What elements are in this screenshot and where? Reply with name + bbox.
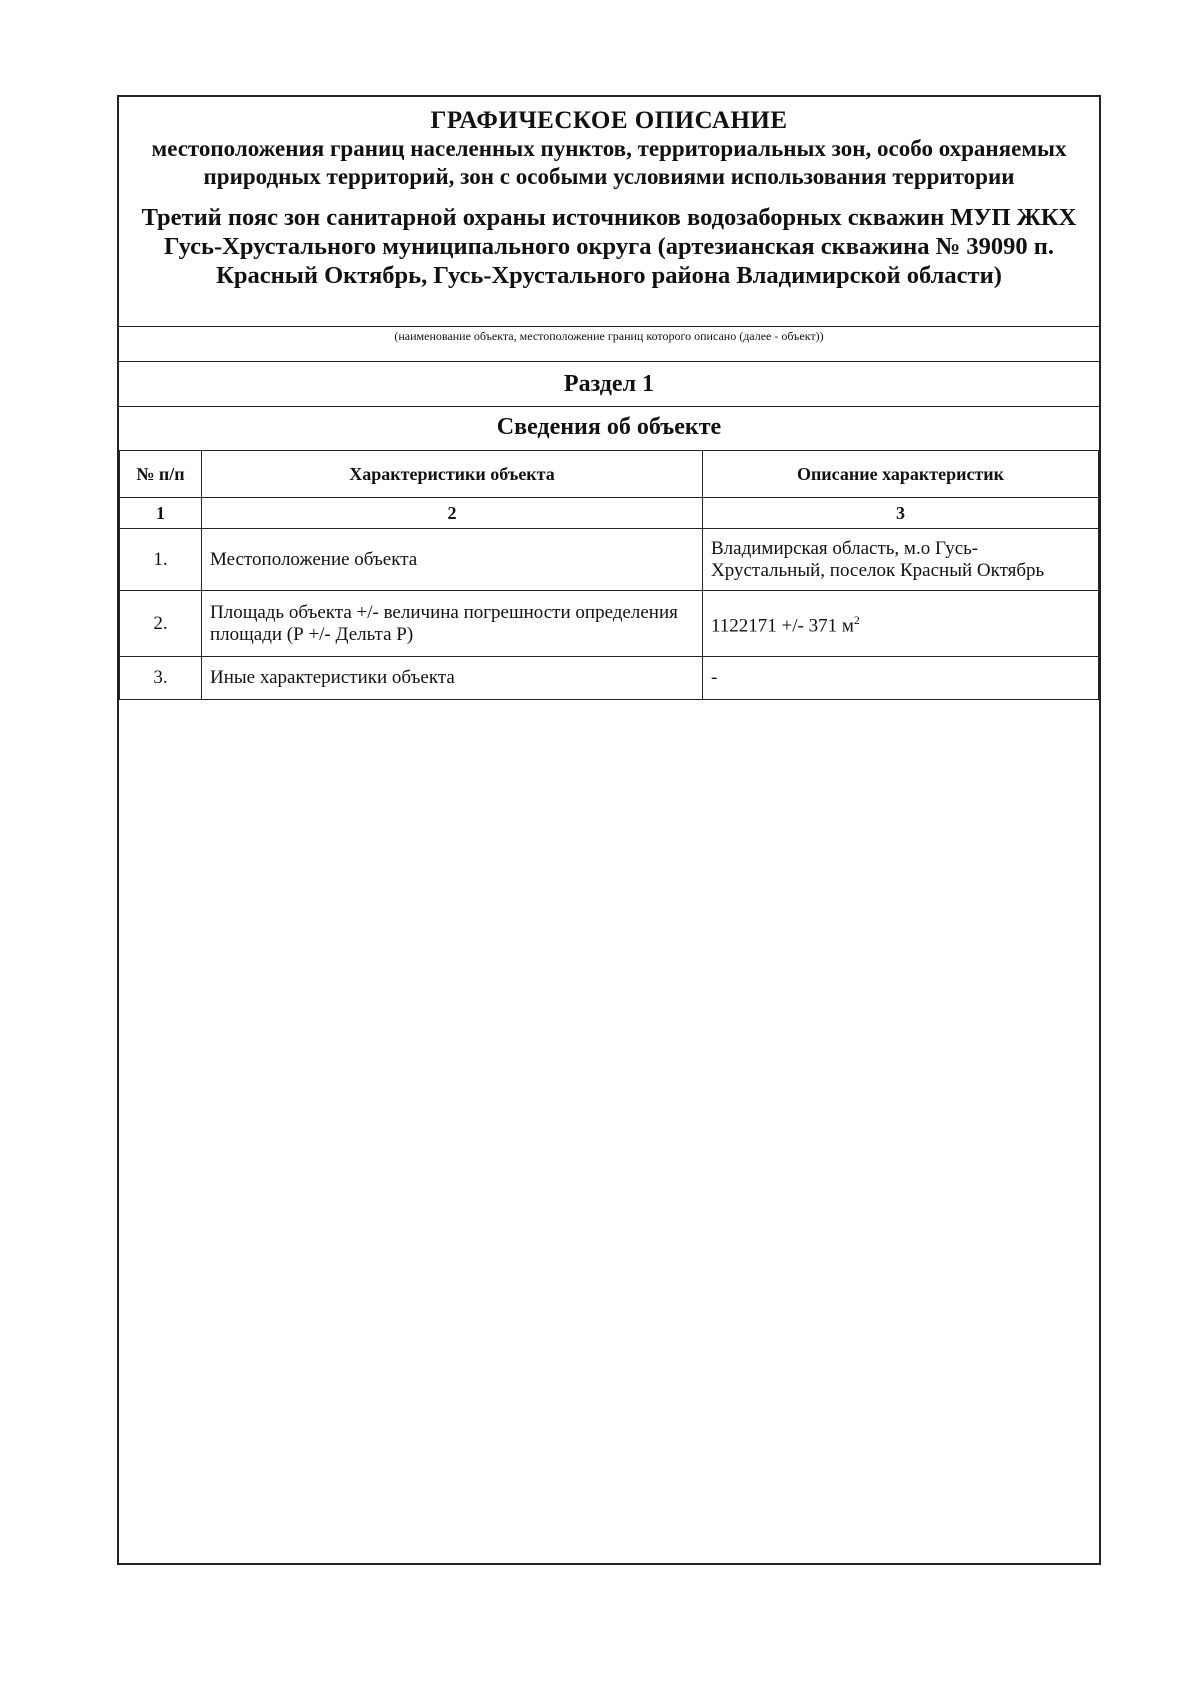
- section-heading: Сведения об объекте: [496, 414, 722, 440]
- document-subtitle: местоположения границ населенных пунктов, территориальных зон, особо охраняемых природных территорий, зон с особыми условиями использования территории: [151, 136, 1067, 189]
- row-characteristic: Местоположение объекта: [202, 529, 703, 591]
- table-row: [120, 657, 1099, 700]
- column-header-description: Описание характеристик: [703, 451, 1099, 498]
- row-characteristic: Площадь объекта +/- величина погрешности определения площади (Р +/- Дельта Р): [202, 591, 703, 657]
- divider: [119, 361, 1099, 362]
- row-description-cell: [703, 591, 1099, 657]
- divider: [119, 326, 1099, 327]
- document-title: ГРАФИЧЕСКОЕ ОПИСАНИЕ: [430, 107, 788, 134]
- row-description: -: [703, 657, 1099, 700]
- column-header-number: № п/п: [120, 451, 202, 498]
- table-row: [120, 591, 1099, 657]
- column-number: 2: [202, 498, 703, 529]
- object-info-table: [119, 450, 1099, 700]
- table-row: [120, 529, 1099, 591]
- section-label: Раздел 1: [563, 371, 655, 397]
- column-number-row: [120, 498, 1099, 529]
- row-description: 1122171 +/- 371 м: [711, 615, 854, 637]
- area-unit-superscript: 2: [853, 613, 860, 628]
- column-number: 3: [703, 498, 1099, 529]
- document-frame: [117, 95, 1101, 1565]
- row-number: 2.: [120, 591, 202, 657]
- row-description: Владимирская область, м.о Гусь-Хрустальный, поселок Красный Октябрь: [703, 529, 1099, 591]
- column-number: 1: [120, 498, 202, 529]
- column-header-characteristic: Характеристики объекта: [202, 451, 703, 498]
- object-name: Третий пояс зон санитарной охраны источников водозаборных скважин МУП ЖКХ Гусь-Хрустального муниципального округа (артезианская скважина № 39090 п. Красный Октябрь, Гусь-Хрустального района Владимирской области): [141, 204, 1077, 289]
- row-characteristic: Иные характеристики объекта: [202, 657, 703, 700]
- row-number: 3.: [120, 657, 202, 700]
- object-name-caption: (наименование объекта, местоположение границ которого описано (далее - объект)): [394, 329, 824, 343]
- document-header: [119, 97, 1099, 327]
- divider: [119, 406, 1099, 407]
- row-number: 1.: [120, 529, 202, 591]
- table-header-row: [120, 451, 1099, 498]
